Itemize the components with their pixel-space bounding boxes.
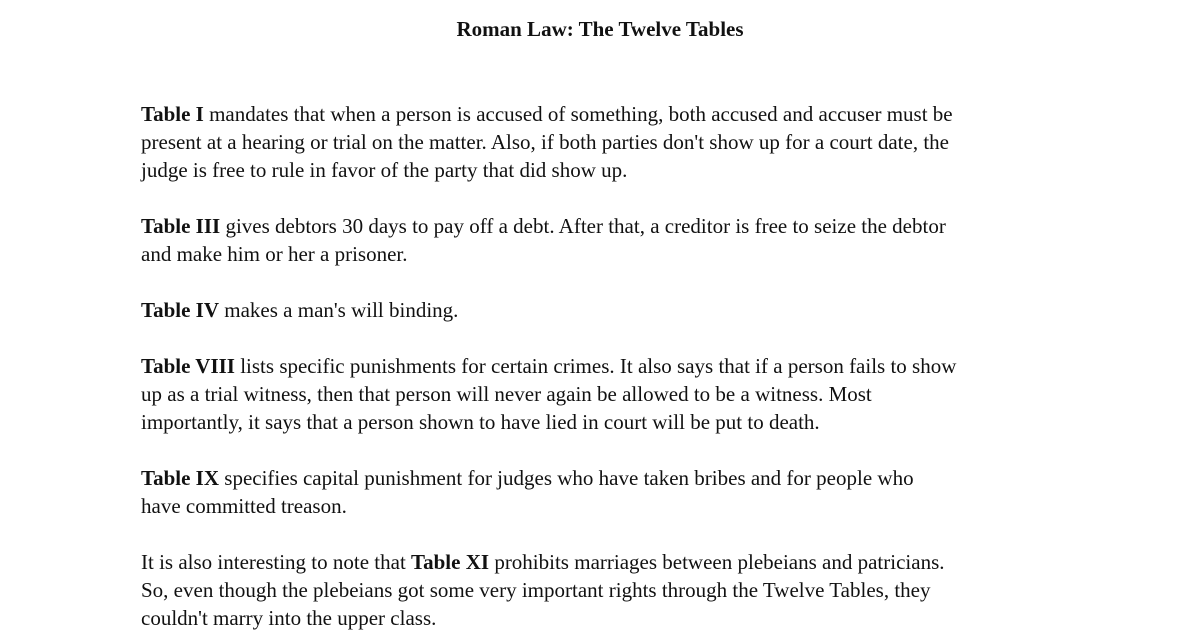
table-label: Table IX <box>141 466 220 490</box>
paragraph-text: have committed treason. <box>141 494 347 518</box>
paragraph-table-viii <box>141 352 1071 436</box>
paragraph-table-xi <box>141 548 1071 632</box>
paragraph-table-iv <box>141 296 1071 324</box>
paragraph-text: present at a hearing or trial on the matter. Also, if both parties don't show up for a court date, the <box>141 130 949 154</box>
paragraph-text: It is also interesting to note that <box>141 550 412 574</box>
paragraph-table-ix <box>141 464 1071 520</box>
table-label: Table IV <box>141 298 220 322</box>
paragraph-text: So, even though the plebeians got some very important rights through the Twelve Tables, they <box>141 578 931 602</box>
paragraph-table-i <box>141 100 1071 184</box>
table-label: Table I <box>141 102 204 126</box>
table-label: Table XI <box>411 550 490 574</box>
paragraph-text: prohibits marriages between plebeians and patricians. <box>489 550 945 574</box>
table-label: Table III <box>141 214 221 238</box>
paragraph-text: specifies capital punishment for judges who have taken bribes and for people who <box>219 466 914 490</box>
document-title: Roman Law: The Twelve Tables <box>456 17 744 41</box>
paragraph-text: lists specific punishments for certain crimes. It also says that if a person fails to show <box>234 354 957 378</box>
paragraph-text: couldn't marry into the upper class. <box>141 606 437 630</box>
paragraph-text: judge is free to rule in favor of the party that did show up. <box>141 158 628 182</box>
paragraph-text: makes a man's will binding. <box>219 298 459 322</box>
paragraph-table-iii <box>141 212 1071 268</box>
paragraph-text: and make him or her a prisoner. <box>141 242 408 266</box>
paragraph-text: mandates that when a person is accused of something, both accused and accuser must be <box>203 102 953 126</box>
paragraph-text: up as a trial witness, then that person will never again be allowed to be a witness. Most <box>141 382 872 406</box>
paragraph-text: gives debtors 30 days to pay off a debt. After that, a creditor is free to seize the debtor <box>220 214 946 238</box>
paragraph-text: importantly, it says that a person shown to have lied in court will be put to death. <box>141 410 820 434</box>
table-label: Table VIII <box>141 354 235 378</box>
